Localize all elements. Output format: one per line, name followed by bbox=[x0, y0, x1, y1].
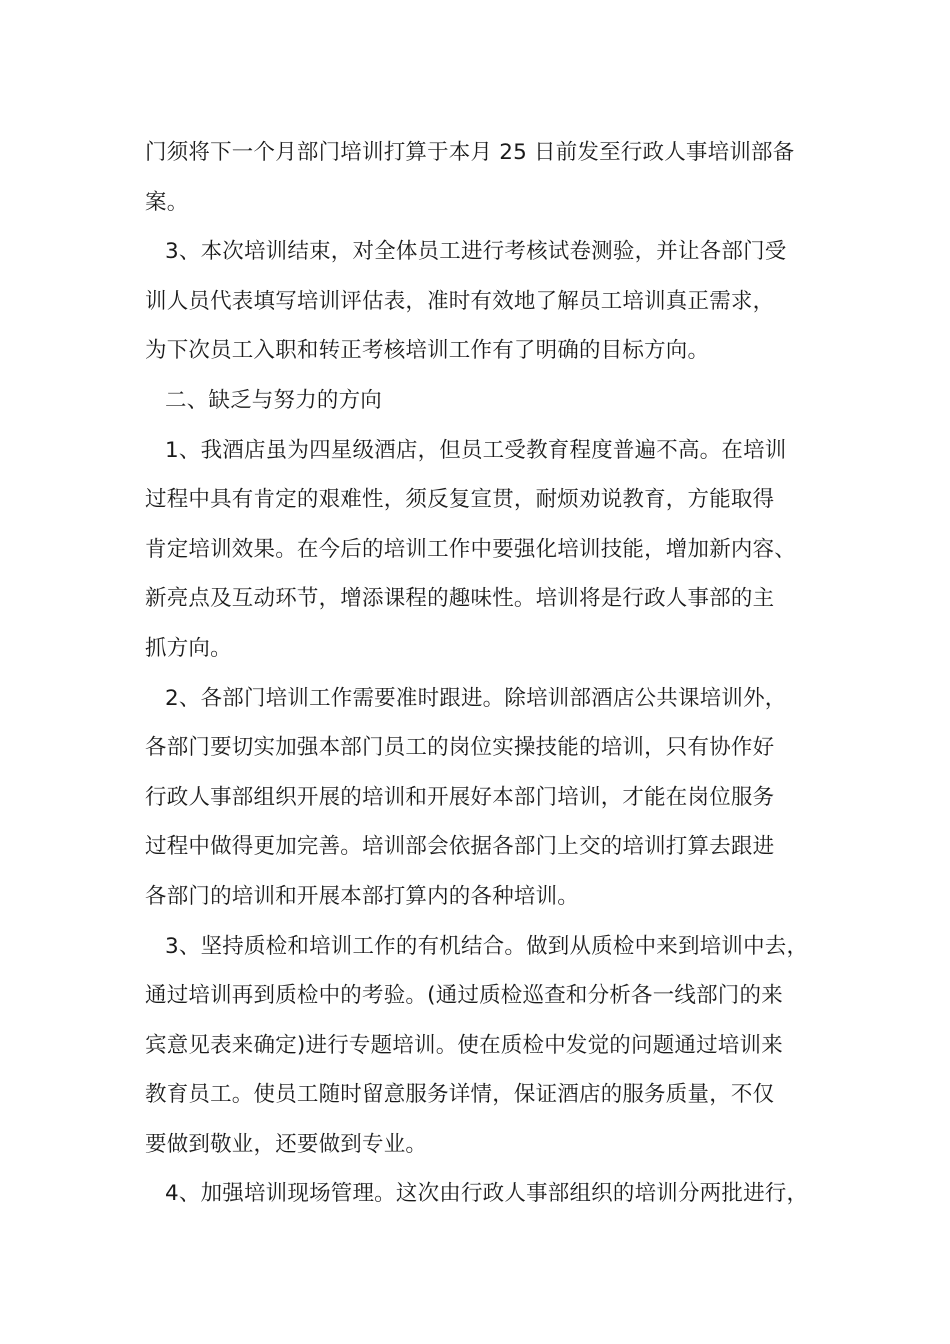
text-line: 案。 bbox=[145, 189, 189, 215]
text-line: 过程中具有肯定的艰难性，须反复宣贯，耐烦劝说教育，方能取得 bbox=[145, 487, 775, 513]
paragraph-item-3b: 3、坚持质检和培训工作的有机结合。做到从质检中来到培训中去， bbox=[165, 933, 809, 959]
paragraph-item-1: 1、我酒店虽为四星级酒店，但员工受教育程度普遍不高。在培训 bbox=[165, 437, 787, 463]
paragraph-item-4: 4、加强培训现场管理。这次由行政人事部组织的培训分两批进行， bbox=[165, 1181, 809, 1207]
text-line: 新亮点及互动环节，增添课程的趣味性。培训将是行政人事部的主 bbox=[145, 586, 775, 612]
text-line: 各部门要切实加强本部门员工的岗位实操技能的培训，只有协作好 bbox=[145, 735, 775, 761]
text-line: 抓方向。 bbox=[145, 635, 232, 661]
document-body bbox=[145, 128, 825, 1219]
text-line: 为下次员工入职和转正考核培训工作有了明确的目标方向。 bbox=[145, 338, 710, 364]
text-line: 通过培训再到质检中的考验。(通过质检巡查和分析各一线部门的来 bbox=[145, 983, 783, 1009]
text-line: 教育员工。使员工随时留意服务详情，保证酒店的服务质量，不仅 bbox=[145, 1082, 775, 1108]
text-line: 训人员代表填写培训评估表，准时有效地了解员工培训真正需求， bbox=[145, 288, 775, 314]
text-line: 门须将下一个月部门培训打算于本月 25 日前发至行政人事培训部备 bbox=[145, 140, 795, 165]
text-line: 肯定培训效果。在今后的培训工作中要强化培训技能，增加新内容、 bbox=[145, 536, 797, 562]
text-line: 各部门的培训和开展本部打算内的各种培训。 bbox=[145, 883, 580, 909]
text-line: 行政人事部组织开展的培训和开展好本部门培训，才能在岗位服务 bbox=[145, 784, 775, 810]
paragraph-item-2: 2、各部门培训工作需要准时跟进。除培训部酒店公共课培训外， bbox=[165, 685, 787, 711]
paragraph-item-3: 3、本次培训结束，对全体员工进行考核试卷测验，并让各部门受 bbox=[165, 239, 787, 265]
text-line: 宾意见表来确定)进行专题培训。使在质检中发觉的问题通过培训来 bbox=[145, 1032, 783, 1058]
text-line: 过程中做得更加完善。培训部会依据各部门上交的培训打算去跟进 bbox=[145, 834, 775, 860]
section-heading: 二、缺乏与努力的方向 bbox=[165, 387, 383, 413]
text-line: 要做到敬业，还要做到专业。 bbox=[145, 1131, 428, 1157]
